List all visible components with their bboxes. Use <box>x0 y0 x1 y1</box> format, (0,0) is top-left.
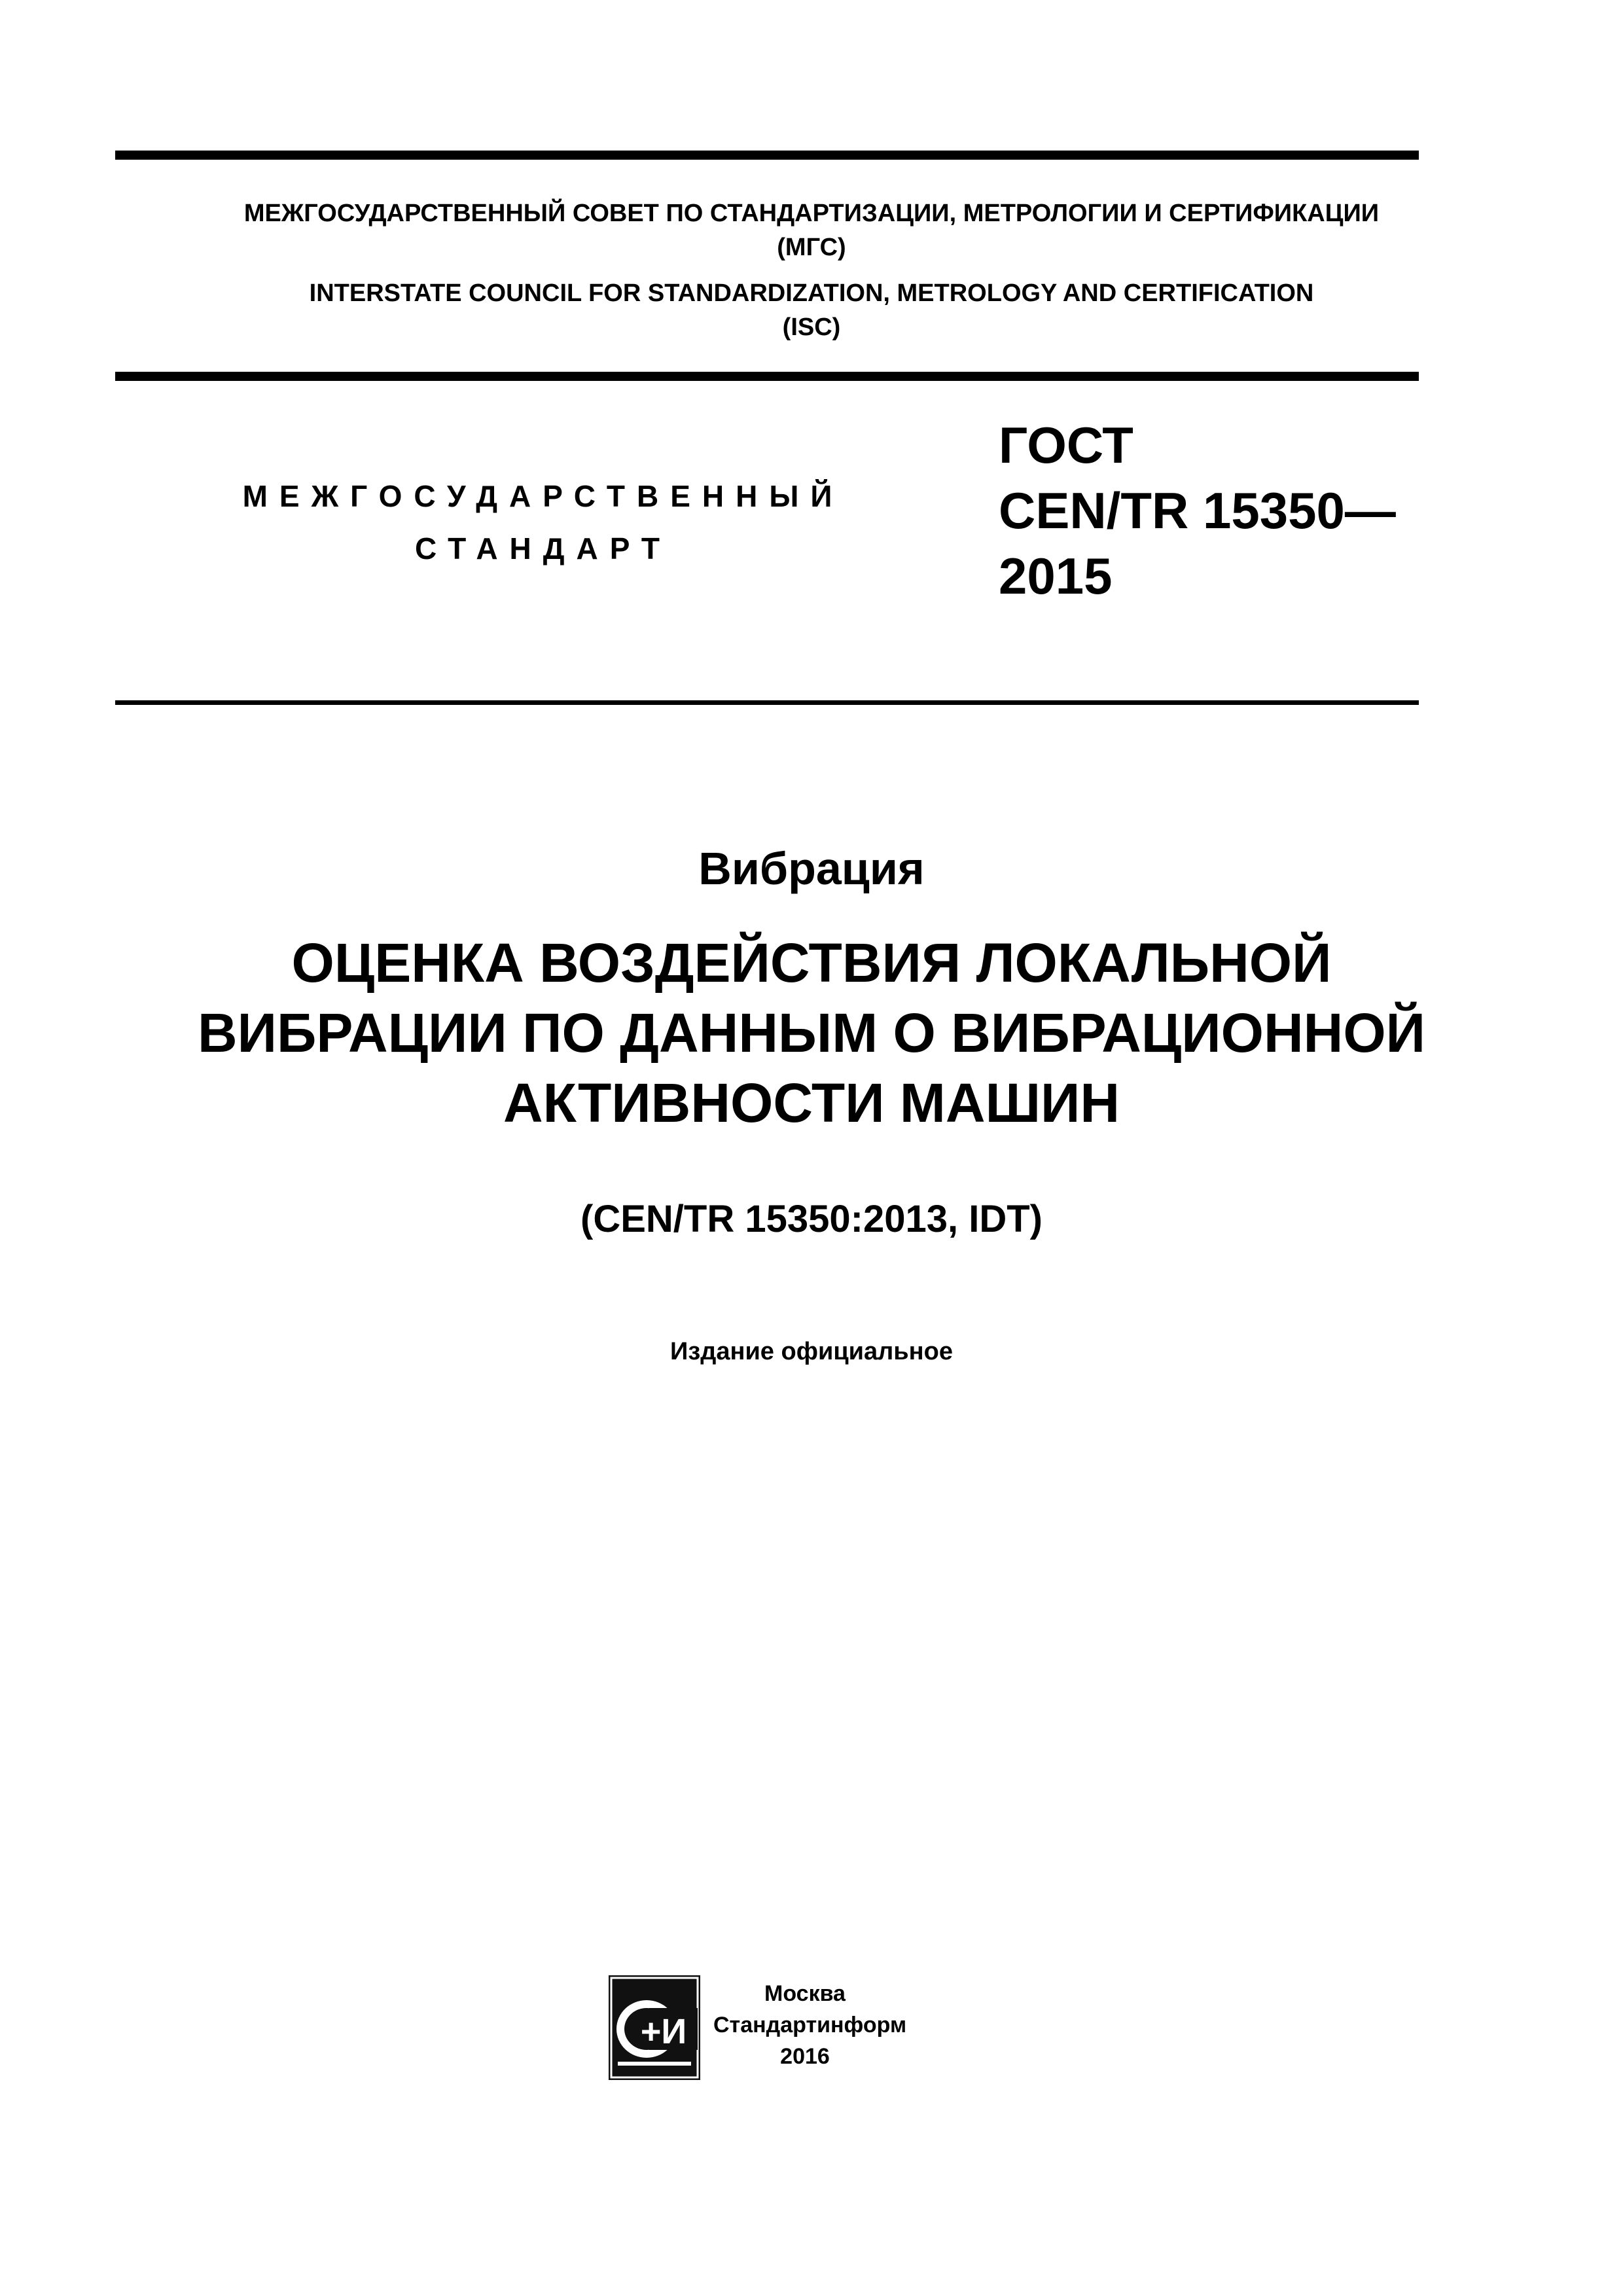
main-title-line1: ОЦЕНКА ВОЗДЕЙСТВИЯ ЛОКАЛЬНОЙ <box>291 932 1332 994</box>
designation-line3: 2015 <box>999 547 1113 605</box>
designation-line2: CEN/TR 15350— <box>999 482 1396 539</box>
main-title-line3: АКТИВНОСТИ МАШИН <box>503 1072 1120 1134</box>
designation-line1: ГОСТ <box>999 416 1133 474</box>
council-ru-line1: МЕЖГОСУДАРСТВЕННЫЙ СОВЕТ ПО СТАНДАРТИЗАЦИИ, МЕТРОЛОГИИ И СЕРТИФИКАЦИИ <box>243 200 1380 227</box>
top-rule <box>115 151 1419 160</box>
council-header <box>0 196 1623 344</box>
standard-type <box>196 470 890 575</box>
header-bottom-rule <box>115 372 1419 381</box>
international-reference: (CEN/TR 15350:2013, IDT) <box>580 1198 1043 1240</box>
publisher-year: 2016 <box>780 2044 830 2069</box>
standard-type-line1: МЕЖГОСУДАРСТВЕННЫЙ <box>242 479 844 513</box>
publisher-logo <box>609 1975 700 2080</box>
council-en-line2: (ISC) <box>782 314 841 341</box>
publisher-info <box>713 1978 907 2072</box>
main-title-line2: ВИБРАЦИИ ПО ДАННЫМ О ВИБРАЦИОННОЙ <box>197 1002 1426 1064</box>
standard-type-line2: СТАНДАРТ <box>415 531 671 565</box>
designation-bottom-rule <box>115 700 1419 705</box>
standartinform-logo-icon <box>609 1975 700 2080</box>
svg-text:+И: +И <box>640 2012 687 2051</box>
council-en-line1: INTERSTATE COUNCIL FOR STANDARDIZATION, METROLOGY AND CERTIFICATION <box>309 279 1314 307</box>
council-ru-line2: (МГС) <box>777 234 846 261</box>
title-subject: Вибрация <box>698 843 925 894</box>
publisher-name: Стандартинформ <box>713 2013 907 2037</box>
main-title <box>0 928 1623 1138</box>
edition-note: Издание официальное <box>670 1338 953 1365</box>
publisher-city: Москва <box>764 1981 846 2006</box>
standard-designation <box>999 412 1396 609</box>
